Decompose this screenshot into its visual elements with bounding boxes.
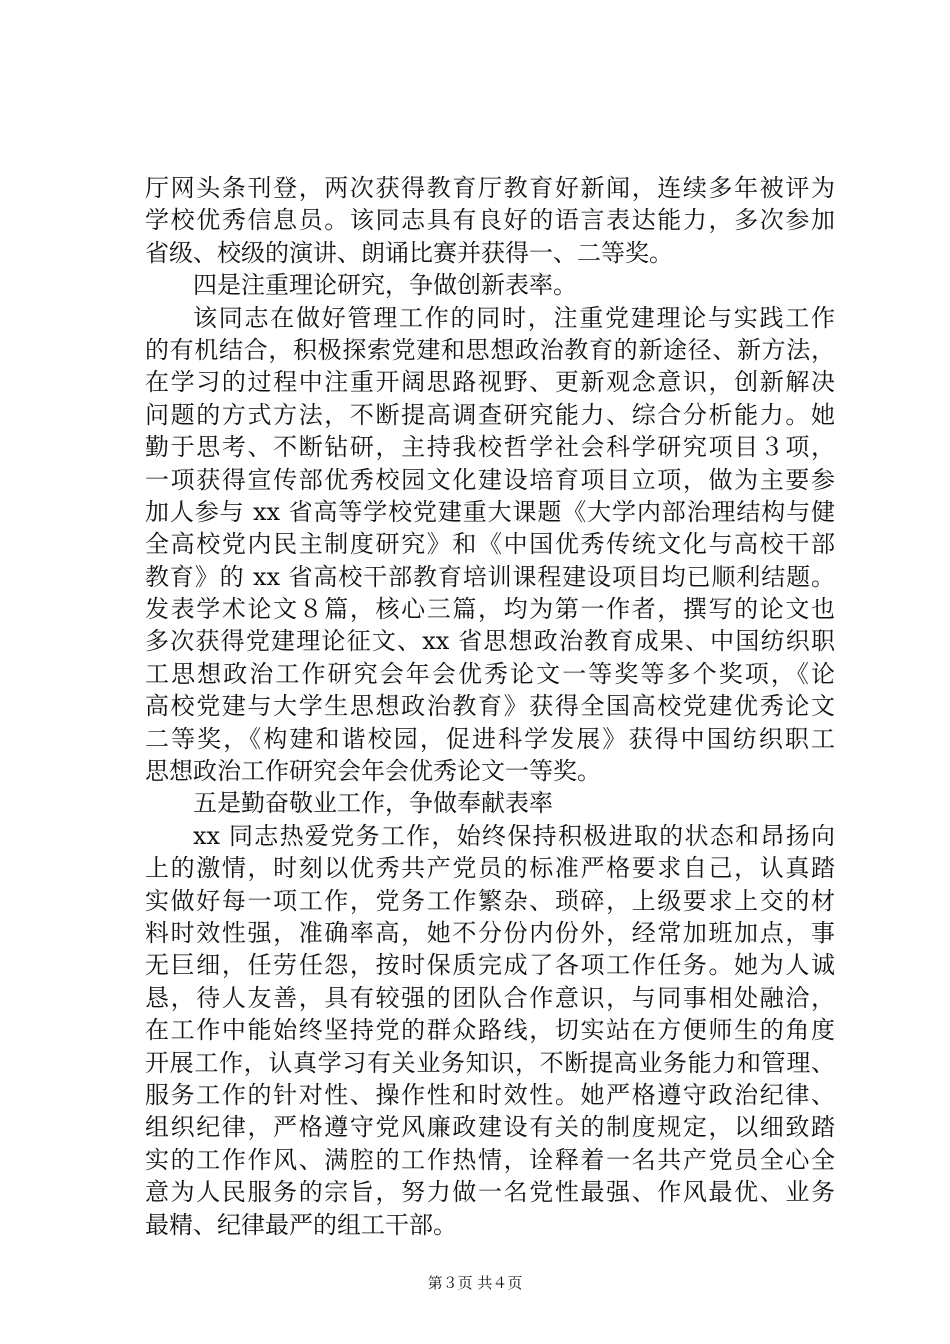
text-line: 无巨细，任劳任怨，按时保质完成了各项工作任务。她为人诚 [145, 951, 835, 980]
page-footer: 第３页 共４页 [427, 1274, 523, 1292]
text-line: 实的工作作风、满腔的工作热情，诠释着一名共产党员全心全 [145, 1145, 835, 1174]
text-line: 发表学术论文８篇，核心三篇，均为第一作者，撰写的论文也 [145, 595, 835, 624]
text-line: 意为人民服务的宗旨，努力做一名党性最强、作风最优、业务 [145, 1178, 835, 1207]
document-body [145, 172, 835, 1241]
text-line: 服务工作的针对性、操作性和时效性。她严格遵守政治纪律、 [145, 1080, 835, 1109]
text-line: 料时效性强，准确率高，她不分份内份外，经常加班加点，事 [145, 918, 835, 947]
text-line: 全高校党内民主制度研究》和《中国优秀传统文化与高校干部 [145, 530, 835, 559]
text-line: xx 同志热爱党务工作，始终保持积极进取的状态和昂扬向 [193, 821, 835, 850]
text-line: 加人参与 xx 省高等学校党建重大课题《大学内部治理结构与健 [145, 497, 835, 526]
text-line: 四是注重理论研究，争做创新表率。 [193, 271, 577, 300]
text-line: 勤于思考、不断钻研，主持我校哲学社会科学研究项目３项， [145, 433, 835, 462]
text-line: 在工作中能始终坚持党的群众路线，切实站在方便师生的角度 [145, 1016, 835, 1045]
text-line: 在学习的过程中注重开阔思路视野、更新观念意识，创新解决 [145, 368, 835, 397]
text-line: 学校优秀信息员。该同志具有良好的语言表达能力，多次参加 [145, 206, 835, 235]
text-line: 最精、纪律最严的组工干部。 [145, 1210, 457, 1239]
text-line: 开展工作，认真学习有关业务知识，不断提高业务能力和管理、 [145, 1048, 835, 1077]
text-line: 一项获得宣传部优秀校园文化建设培育项目立项，做为主要参 [145, 465, 835, 494]
text-line: 组织纪律，严格遵守党风廉政建设有关的制度规定，以细致踏 [145, 1113, 835, 1142]
text-line: 思想政治工作研究会年会优秀论文一等奖。 [145, 757, 601, 786]
text-line: 厅网头条刊登，两次获得教育厅教育好新闻，连续多年被评为 [145, 174, 835, 202]
text-line: 教育》的 xx 省高校干部教育培训课程建设项目均已顺利结题。 [145, 562, 835, 591]
text-line: 二等奖，《构建和谐校园，促进科学发展》获得中国纺织职工 [145, 724, 835, 753]
text-line: 工思想政治工作研究会年会优秀论文一等奖等多个奖项，《论 [145, 659, 835, 688]
text-line: 该同志在做好管理工作的同时，注重党建理论与实践工作 [193, 303, 835, 332]
text-line: 多次获得党建理论征文、xx 省思想政治教育成果、中国纺织职 [145, 627, 835, 656]
text-line: 恳，待人友善，具有较强的团队合作意识，与同事相处融洽， [145, 983, 835, 1012]
text-line: 实做好每一项工作，党务工作繁杂、琐碎，上级要求上交的材 [145, 886, 835, 915]
text-line: 五是勤奋敬业工作，争做奉献表率 [193, 789, 553, 818]
text-line: 上的激情，时刻以优秀共产党员的标准严格要求自己，认真踏 [145, 854, 835, 883]
text-line: 的有机结合，积极探索党建和思想政治教育的新途径、新方法， [145, 335, 835, 364]
text-line: 高校党建与大学生思想政治教育》获得全国高校党建优秀论文 [145, 692, 835, 721]
text-line: 省级、校级的演讲、朗诵比赛并获得一、二等奖。 [145, 238, 673, 267]
text-line: 问题的方式方法，不断提高调查研究能力、综合分析能力。她 [145, 400, 835, 429]
